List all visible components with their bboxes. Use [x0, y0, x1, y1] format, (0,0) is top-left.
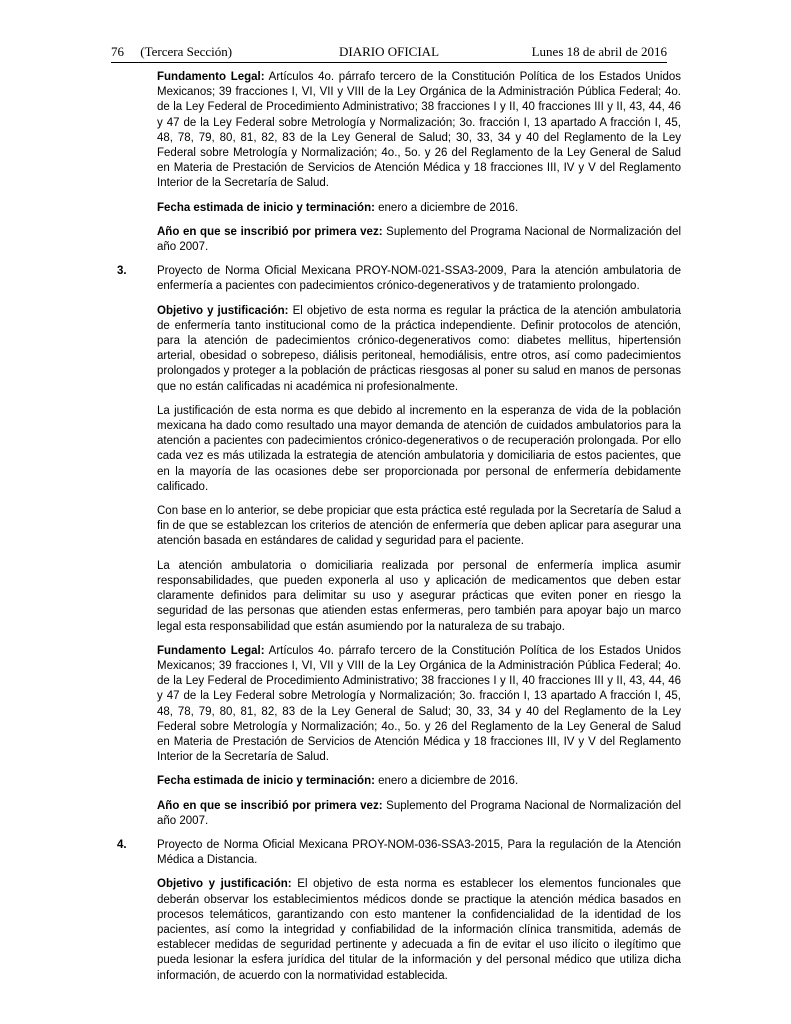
item-number: 4.	[117, 838, 127, 851]
paragraph	[157, 877, 681, 983]
paragraph-label: Año en que se inscribió por primera vez:	[157, 799, 383, 812]
item-title: Proyecto de Norma Oficial Mexicana PROY-NOM-021-SSA3-2009, Para la atención ambulatoria de enfermería a pacientes con padecimientos crónico-degenerativos y de tratamiento prolongado.	[157, 265, 681, 293]
item-title: Proyecto de Norma Oficial Mexicana PROY-NOM-036-SSA3-2015, Para la regulación de la Atención Médica a Distancia.	[157, 838, 681, 867]
paragraph	[157, 644, 681, 766]
item-number: 3.	[117, 265, 127, 278]
paragraph	[157, 504, 681, 550]
header-rule	[111, 62, 667, 63]
paragraph-label: Objetivo y justificación:	[157, 304, 289, 317]
paragraph	[157, 799, 681, 829]
document-body	[117, 70, 682, 993]
header-page-section: 76 (Tercera Sección)	[111, 44, 233, 59]
paragraph	[157, 774, 681, 789]
paragraph-label: Año en que se inscribió por primera vez:	[157, 225, 383, 238]
header-publication-title: DIARIO OFICIAL	[338, 44, 440, 59]
paragraph-text: enero a diciembre de 2016.	[374, 775, 519, 788]
page-header	[111, 44, 667, 62]
paragraph-label: Objetivo y justificación:	[157, 878, 292, 891]
paragraph-label: Fundamento Legal:	[157, 644, 265, 657]
paragraph-text: enero a diciembre de 2016.	[374, 201, 519, 214]
numbered-item	[117, 264, 681, 294]
paragraph-text: El objetivo de esta norma es establecer los elementos funcionales que deberán observar los establecimientos médicos donde se practique la atención médica basados en procesos telemáticos, garantizando con esto mantener la confidencialidad de la identidad de los pacientes, así como la integridad y confiabilidad de la información clínica transmitida, además de establecer medidas de seguridad pertinente y adecuada a fin de evitar el uso ilícito o ilegítimo que pueda lesionar la esfera jurídica del titular de la información y del personal médico que utiliza dicha información, de acuerdo con la normatividad establecida.	[157, 878, 682, 982]
paragraph	[157, 225, 681, 255]
paragraph-text: La atención ambulatoria o domiciliaria realizada por personal de enfermería implica asumir responsabilidades, que pueden exponerla al uso y aplicación de medicamentos que deben estar claramente definidos para delimitar su uso y asegurar prácticas que eviten poner en riesgo la seguridad de las personas que atienden estas enfermeras, pero también para apoyar bajo un marco legal esta responsabilidad que están asumiendo por la naturaleza de su trabajo.	[157, 559, 681, 633]
paragraph	[157, 304, 681, 395]
paragraph-text: El objetivo de esta norma es regular la práctica de la atención ambulatoria de enfermería tanto institucional como de la práctica independiente. Definir protocolos de atención, para la atención de padecimientos crónico-degenerativos como: diabetes mellitus, hipertensión arterial, obesidad o sobrepeso, diálisis peritoneal, hemodiálisis, entre otros, así como padecimientos prolongados y proteger a la población de prácticas riesgosas al poner su salud en manos de personas que no están calificadas ni académica ni profesionalmente.	[157, 304, 682, 393]
paragraph-label: Fecha estimada de inicio y terminación:	[157, 775, 375, 788]
paragraph-text: Con base en lo anterior, se debe propiciar que esta práctica esté regulada por la Secretaría de Salud a fin de que se establezcan los criterios de atención de enfermería que deben aplicar para asegurar una atención basada en estándares de calidad y seguridad para el paciente.	[157, 505, 681, 548]
paragraph-text: La justificación de esta norma es que debido al incremento en la esperanza de vida de la población mexicana ha dado como resultado una mayor demanda de atención de cuidados ambulatorios para la atención a pacientes con padecimientos crónico-degenerativos o de recuperación prolongada. Por ello cada vez es más utilizada la estrategia de atención ambulatoria y domiciliaria de estos pacientes, que en la mayoría de las ocasiones debe ser proporcionada por personal de enfermería debidamente calificado.	[157, 404, 681, 493]
paragraph	[157, 201, 681, 216]
numbered-item	[117, 838, 681, 868]
paragraph-label: Fundamento Legal:	[157, 71, 265, 83]
paragraph-text: Artículos 4o. párrafo tercero de la Constitución Política de los Estados Unidos Mexicanos; 39 fracciones I, VI, VII y VIII de la Ley Orgánica de la Administración Pública Federal; 4o. de la Ley Federal de Procedimiento Administrativo; 38 fracciones I y II, 40 fracciones III y II, 43, 44, 46 y 47 de la Ley Federal sobre Metrología y Normalización; 3o. fracción I, 13 apartado A fracción I, 45, 48, 78, 79, 80, 81, 82, 83 de la Ley General de Salud; 30, 33, 34 y 40 del Reglamento de la Ley Federal sobre Metrología y Normalización; 4o., 5o. y 26 del Reglamento de la Ley General de Salud en Materia de Prestación de Servicios de Atención Médica y 18 fracciones III, IV y V del Reglamento Interior de la Secretaría de Salud.	[157, 644, 681, 764]
paragraph-text: Suplemento del Programa Nacional de Normalización del año 2007.	[157, 799, 681, 827]
paragraph	[157, 559, 681, 635]
paragraph-text: Artículos 4o. párrafo tercero de la Constitución Política de los Estados Unidos Mexicanos; 39 fracciones I, VI, VII y VIII de la Ley Orgánica de la Administración Pública Federal; 4o. de la Ley Federal de Procedimiento Administrativo; 38 fracciones I y II, 40 fracciones III y II, 43, 44, 46 y 47 de la Ley Federal sobre Metrología y Normalización; 3o. fracción I, 13 apartado A fracción I, 45, 48, 78, 79, 80, 81, 82, 83 de la Ley General de Salud; 30, 33, 34 y 40 del Reglamento de la Ley Federal sobre Metrología y Normalización; 4o., 5o. y 26 del Reglamento de la Ley General de Salud en Materia de Prestación de Servicios de Atención Médica y 18 fracciones III, IV y V del Reglamento Interior de la Secretaría de Salud.	[157, 71, 681, 190]
paragraph-text: Suplemento del Programa Nacional de Normalización del año 2007.	[157, 225, 681, 254]
paragraph	[157, 404, 681, 495]
header-date: Lunes 18 de abril de 2016	[531, 44, 667, 59]
paragraph-label: Fecha estimada de inicio y terminación:	[157, 201, 375, 214]
paragraph	[157, 70, 681, 192]
